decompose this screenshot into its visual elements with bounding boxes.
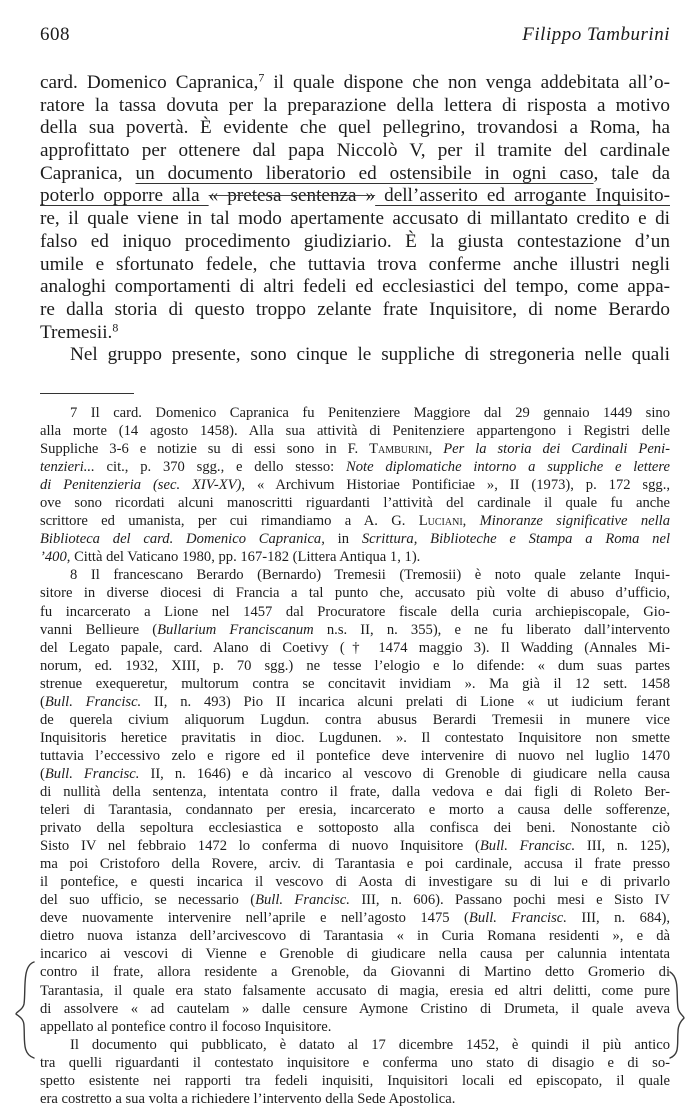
text-span: Tremesii. bbox=[40, 321, 113, 343]
footnote-8-line: Il documento qui pubblicato, è datato al 17 dicembre 1452, è quindi il più antico bbox=[70, 1036, 670, 1053]
footnote-8-line: dietro nuova istanza dell’arcivescovo di Tarantasia « in Curia Romana residenti », e dà bbox=[40, 928, 670, 945]
text-span: vanni Bellieure ( bbox=[40, 621, 158, 638]
book-title: di Penitenzieria (sec. XIV-XV) bbox=[40, 477, 242, 494]
underlined-phrase: poterlo opporre alla bbox=[40, 185, 209, 207]
text-span: Suppliche 3-6 e notizie su di essi sono in F. bbox=[40, 441, 370, 458]
page-number: 608 bbox=[40, 24, 70, 45]
footnote-7-line bbox=[40, 476, 670, 494]
text-span: III, n. 606). Passano pochi mesi e Sisto IV bbox=[349, 892, 670, 909]
text-line: umile e sfortunato fedele, che tuttavia trova conferme anche illustri negli bbox=[40, 253, 670, 275]
footnote-8-line: Tarantasia, il quale era stato falsamente accusato di magia, eresia ed altri delitti, come pure bbox=[40, 982, 670, 999]
footnote-8-line: de querela civium aliquorum Lugdun. contra abusus Berardi Tremesii in munere vice bbox=[40, 711, 670, 728]
footnote-8-line: fu incarcerato a Lione nel 1457 dal Procuratore fiscale della curia archiepiscopale, Gio- bbox=[40, 603, 670, 620]
book-title: ’400 bbox=[40, 549, 67, 566]
footnote-8-line: Inquisitoris heretice pravitatis in dioc. Lugdunen. ». Il contestato Inquisitore non smette bbox=[40, 729, 670, 746]
text-span: Capranica, bbox=[40, 162, 136, 184]
author-name: Tamburini bbox=[369, 441, 429, 458]
author-name: Luciani bbox=[418, 513, 463, 530]
footnote-8-line bbox=[40, 909, 670, 927]
text-line: Nel gruppo presente, sono cinque le suppliche di stregoneria nelle quali bbox=[70, 344, 670, 366]
text-line: approfittato per ottenere dal papa Niccolò V, per il tramite del cardinale bbox=[40, 140, 670, 162]
text-span: deve nuovamente intervenire nell’aprile e nell’agosto 1475 ( bbox=[40, 910, 469, 927]
footnote-8-line: tra quelli riguardanti il contestato inquisitore e conferma uno stato di disagio e di so- bbox=[40, 1054, 670, 1071]
text-span: III, n. 684), bbox=[566, 910, 670, 927]
book-title: Minoranze significative nella bbox=[479, 513, 671, 530]
text-span: , « Archivum Historiae Pontificiae », II (1973), p. 172 sgg., bbox=[241, 477, 670, 494]
source-title: Bull. Francisc. bbox=[44, 765, 140, 782]
footnote-7-line: alla morte (14 agosto 1458). Alla sua attività di Penitenziere appartengono i Registri delle bbox=[40, 423, 670, 440]
book-title: Per la storia dei Cardinali Peni- bbox=[443, 441, 671, 458]
text-line: re dalla storia di questo troppo zelante frate Inquisitore, di nome Berardo bbox=[40, 298, 670, 320]
text-line: ratore la tassa dovuta per la preparazione della lettera di risposta a motivo bbox=[40, 94, 670, 116]
text-line bbox=[40, 185, 670, 208]
footnote-8-line: era costretto a sua volta a richiedere l’intervento della Sede Apostolica. bbox=[40, 1090, 456, 1107]
book-title: Biblioteca del card. Domenico Capranica bbox=[40, 531, 322, 548]
running-head: Filippo Tamburini bbox=[522, 24, 670, 45]
footnote-7-line: ove sono ricordati alcuni manoscritti riguardanti l’attività del cardinale il quale fu anche bbox=[40, 495, 670, 512]
footnote-8-line: 8 Il francescano Berardo (Bernardo) Tremesii (Tremosii) è noto quale zelante Inqui- bbox=[70, 567, 670, 584]
handwritten-bracket-left bbox=[14, 960, 38, 1060]
text-span: , in bbox=[321, 531, 362, 548]
footnote-8-line: ma poi Cristoforo della Rovere, arciv. di Tarantasia e poi cardinale, accusa il frate presso bbox=[40, 856, 670, 873]
text-span: del suo ufficio, se necessario ( bbox=[40, 892, 256, 909]
footnote-8-line: teleri di Tarantasia, condannato per eresia, incarcerato e morto a causa delle sofferenze, bbox=[40, 802, 670, 819]
footnote-ref-8: 8 bbox=[112, 320, 119, 335]
struck-phrase: « pretesa sentenza » bbox=[208, 185, 376, 207]
footnote-8-line: contro il frate, allora residente a Grenoble, da Giovanni di Martino detto Gromerio di bbox=[40, 964, 670, 981]
text-line bbox=[40, 163, 670, 186]
footnote-8-line: di nullità della sentenza, intentata contro il frate, dalla vedova e dai figli di Roleto Ber- bbox=[40, 783, 670, 800]
footnote-8-line: norum, ed. 1932, XIII, p. 70 sgg.) ne tesse l’elogio e lo difende: « dum suas partes bbox=[40, 657, 670, 674]
footnote-8-line: appellato al pontefice contro il focoso Inquisitore. bbox=[40, 1018, 332, 1035]
text-span: ( bbox=[40, 765, 45, 782]
text-line: analoghi comportamenti di altri fedeli ed ecclesiastici del tempo, come appa- bbox=[40, 276, 670, 298]
footnote-7-line bbox=[40, 530, 670, 548]
footnote-ref-7: 7 bbox=[258, 70, 265, 85]
text-line: della sua povertà. È evidente che quel pellegrino, trovandosi a Roma, ha bbox=[40, 117, 670, 139]
footnote-8-line: spetto esistente nei rapporti tra fedeli inquisiti, Inquisitori locali ed episcopato, il quale bbox=[40, 1072, 670, 1089]
text-span: il quale dispone che non venga addebitata all’o- bbox=[264, 72, 671, 93]
text-span: , bbox=[462, 513, 480, 530]
footnote-7-line bbox=[40, 548, 670, 566]
text-span: cit., p. 370 sgg., e dello stesso: bbox=[94, 459, 347, 476]
footnote-7-line bbox=[40, 458, 670, 476]
source-title: Bull. Francisc. bbox=[255, 892, 350, 909]
book-title: Note diplomatiche intorno a suppliche e lettere bbox=[346, 459, 670, 476]
book-title: tenzieri... bbox=[40, 459, 95, 476]
text-span: ( bbox=[40, 693, 45, 710]
footnote-8-line bbox=[40, 621, 670, 639]
text-line bbox=[40, 322, 670, 345]
main-text bbox=[40, 72, 670, 367]
text-span: III, n. 125), bbox=[575, 838, 670, 855]
text-span: , tale da bbox=[593, 162, 670, 184]
underlined-phrase: dell’asserito ed arrogante Inquisito- bbox=[375, 185, 670, 207]
footnote-7-line bbox=[40, 440, 670, 458]
footnote-8-line: del Legato papale, card. Alano di Coetivy († 1474 maggio 3). Il Wadding (Annales Mi- bbox=[40, 639, 670, 656]
footnote-8-line: tuttavia l’eccessivo zelo e rigore ed il pontefice deve intervenire di nuovo nel luglio 1470 bbox=[40, 747, 670, 764]
text-span: scrittore ed umanista, per cui rimandiamo a A. G. bbox=[40, 513, 419, 530]
footnote-8-line bbox=[40, 693, 670, 711]
text-span: card. Domenico Capranica, bbox=[40, 72, 259, 93]
footnote-rule bbox=[40, 393, 134, 394]
footnote-8-line: strenue exequeretur, multorum contra se concitavit invidiam ». Ma già il 12 sett. 1458 bbox=[40, 675, 670, 692]
text-line bbox=[40, 72, 670, 95]
footnote-7-line bbox=[40, 512, 670, 530]
source-title: Bull. Francisc. bbox=[479, 838, 576, 855]
footnote-8-line bbox=[40, 891, 670, 909]
footnote-8-line: sitore in diverse diocesi di Francia a tal punto che, accusato più volte di abuso d’ufficio, bbox=[40, 585, 670, 602]
text-span: II, n. 1646) e dà incarico al vescovo di Grenoble di giudicare nella causa bbox=[139, 765, 670, 782]
footnote-8-line: di assolvere « ad cautelam » dalle censure Aymone Cristino di Drumeta, il quale aveva bbox=[40, 1000, 670, 1017]
footnote-7-line: 7 Il card. Domenico Capranica fu Penitenziere Maggiore dal 29 gennaio 1449 sino bbox=[70, 405, 670, 421]
text-line: re, il quale viene in tal modo apertamente accusato di millantato credito e di bbox=[40, 208, 670, 230]
source-title: Bullarium Franciscanum bbox=[157, 621, 314, 638]
source-title: Bull. Francisc. bbox=[44, 693, 142, 710]
text-span: Sisto IV nel febbraio 1472 lo conferma di nuovo Inquisitore ( bbox=[40, 838, 480, 855]
text-span: , bbox=[428, 441, 444, 458]
text-line: falso ed iniquo procedimento giudiziario. È la giusta contestazione d’un bbox=[40, 230, 670, 252]
source-title: Bull. Francisc. bbox=[468, 910, 567, 927]
text-span: , Città del Vaticano 1980, pp. 167-182 (Littera Antiqua 1, 1). bbox=[66, 549, 421, 566]
footnote-8-line bbox=[40, 837, 670, 855]
footnotes bbox=[40, 404, 670, 1108]
footnote-8-line: incarico ai vescovi di Vienne e Grenoble di giudicare nella causa per calunnia intentata bbox=[40, 946, 670, 963]
footnote-8-line: privato della sepoltura ecclesiastica e sottoposto alla confisca dei beni. Nonostante ciò bbox=[40, 820, 670, 837]
page-header bbox=[40, 24, 670, 50]
underlined-phrase: un documento liberatorio ed ostensibile in ogni caso bbox=[135, 162, 594, 184]
footnote-8-line bbox=[40, 765, 670, 783]
book-title: Scrittura, Biblioteche e Stampa a Roma nel bbox=[361, 531, 670, 548]
text-span: II, n. 493) Pio II incarica alcuni prelati di Lione « ut iudicium ferant bbox=[141, 693, 670, 710]
text-span: n.s. II, n. 355), e ne fu liberato dall’intervento bbox=[313, 621, 670, 638]
footnote-8-line: il pontefice, e questi incarica il vescovo di Aosta di investigare su di lui e di privarlo bbox=[40, 874, 670, 891]
